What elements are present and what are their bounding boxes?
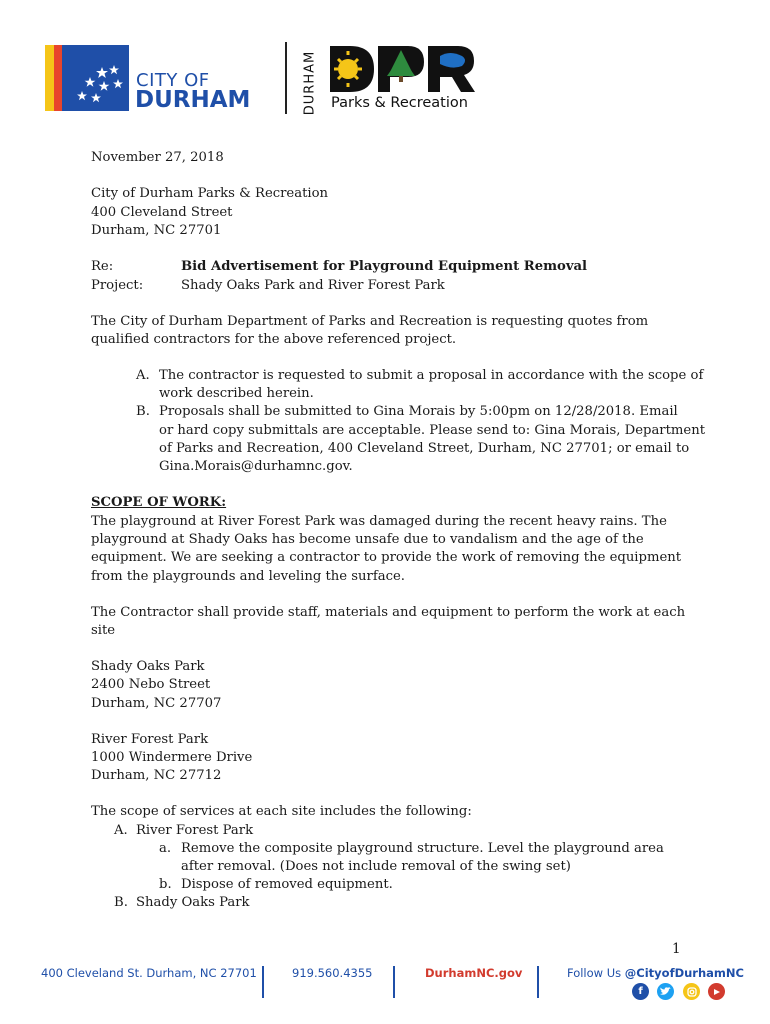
city-flag-logo	[45, 45, 129, 111]
intro-line-1: The City of Durham Department of Parks and Recreation is requesting quotes from	[91, 314, 649, 329]
letterhead-divider	[285, 42, 287, 114]
twitter-icon[interactable]	[657, 983, 674, 1000]
letter-date: November 27, 2018	[91, 150, 224, 165]
footer-phone[interactable]: 919.560.4355	[292, 966, 373, 980]
city-of-text: CITY OF	[136, 70, 210, 91]
page-number: 1	[672, 941, 681, 957]
youtube-icon[interactable]	[708, 983, 725, 1000]
footer-divider-2	[393, 966, 395, 998]
item-a-line-2: work described herein.	[159, 386, 314, 401]
item-a-line-1: The contractor is requested to submit a proposal in accordance with the scope of	[159, 368, 704, 383]
footer-social	[567, 966, 744, 980]
scope-line-4: from the playgrounds and leveling the surface.	[91, 569, 405, 584]
scope-line-1: The playground at River Forest Park was damaged during the recent heavy rains. The	[91, 514, 667, 529]
recipient-line-3: Durham, NC 27701	[91, 223, 222, 238]
footer-social-prefix: Follow Us	[567, 966, 625, 980]
scope-line-2: playground at Shady Oaks has become unsafe due to vandalism and the age of the	[91, 532, 644, 547]
site2-street: 1000 Windermere Drive	[91, 750, 253, 765]
footer-address: 400 Cleveland St. Durham, NC 27701	[41, 966, 257, 980]
durham-text: DURHAM	[135, 87, 251, 113]
footer-divider-3	[537, 966, 539, 998]
site2-city: Durham, NC 27712	[91, 768, 222, 783]
dpr-logo	[328, 44, 476, 94]
services-intro: The scope of services at each site includes the following:	[91, 804, 472, 819]
contractor-line-1: The Contractor shall provide staff, materials and equipment to perform the work at each	[91, 605, 686, 620]
parks-recreation-subtitle: Parks & Recreation	[331, 95, 468, 111]
footer-website[interactable]: DurhamNC.gov	[425, 966, 523, 980]
scope-line-3: equipment. We are seeking a contractor to provide the work of removing the equipment	[91, 550, 682, 565]
services-sub-b-marker: b.	[159, 877, 172, 892]
item-b-email[interactable]: Gina.Morais@durhamnc.gov.	[159, 459, 353, 474]
services-b-marker: B.	[114, 895, 128, 910]
footer-social-handle[interactable]: @CityofDurhamNC	[624, 966, 744, 980]
item-b-line-2: or hard copy submittals are acceptable. Please send to: Gina Morais, Department	[159, 423, 706, 438]
recipient-line-2: 400 Cleveland Street	[91, 205, 233, 220]
site1-name: Shady Oaks Park	[91, 659, 205, 674]
stars-icon	[62, 45, 129, 111]
vertical-durham-label: DURHAM	[302, 50, 318, 116]
services-sub-a-line-1: Remove the composite playground structure. Level the playground area	[181, 841, 664, 856]
instagram-icon[interactable]	[683, 983, 700, 1000]
site2-name: River Forest Park	[91, 732, 209, 747]
services-sub-b-text: Dispose of removed equipment.	[181, 877, 393, 892]
item-a-marker: A.	[136, 368, 150, 383]
services-b-title: Shady Oaks Park	[136, 895, 250, 910]
re-subject: Bid Advertisement for Playground Equipment Removal	[181, 259, 588, 274]
re-label: Re:	[91, 259, 114, 274]
recipient-line-1: City of Durham Parks & Recreation	[91, 186, 329, 201]
contractor-line-2: site	[91, 623, 116, 638]
site1-city: Durham, NC 27707	[91, 696, 222, 711]
services-a-title: River Forest Park	[136, 823, 254, 838]
project-text: Shady Oaks Park and River Forest Park	[181, 278, 445, 293]
item-b-marker: B.	[136, 404, 150, 419]
footer-divider-1	[262, 966, 264, 998]
intro-line-2: qualified contractors for the above referenced project.	[91, 332, 457, 347]
site1-street: 2400 Nebo Street	[91, 677, 211, 692]
scope-heading: SCOPE OF WORK:	[91, 495, 227, 510]
project-label: Project:	[91, 278, 144, 293]
services-sub-a-line-2: after removal. (Does not include removal of the swing set)	[181, 859, 571, 874]
item-b-line-3: of Parks and Recreation, 400 Cleveland Street, Durham, NC 27701; or email to	[159, 441, 690, 456]
item-b-line-1: Proposals shall be submitted to Gina Morais by 5:00pm on 12/28/2018. Email	[159, 404, 678, 419]
facebook-icon[interactable]: f	[632, 983, 649, 1000]
services-a-marker: A.	[114, 823, 128, 838]
services-sub-a-marker: a.	[159, 841, 172, 856]
